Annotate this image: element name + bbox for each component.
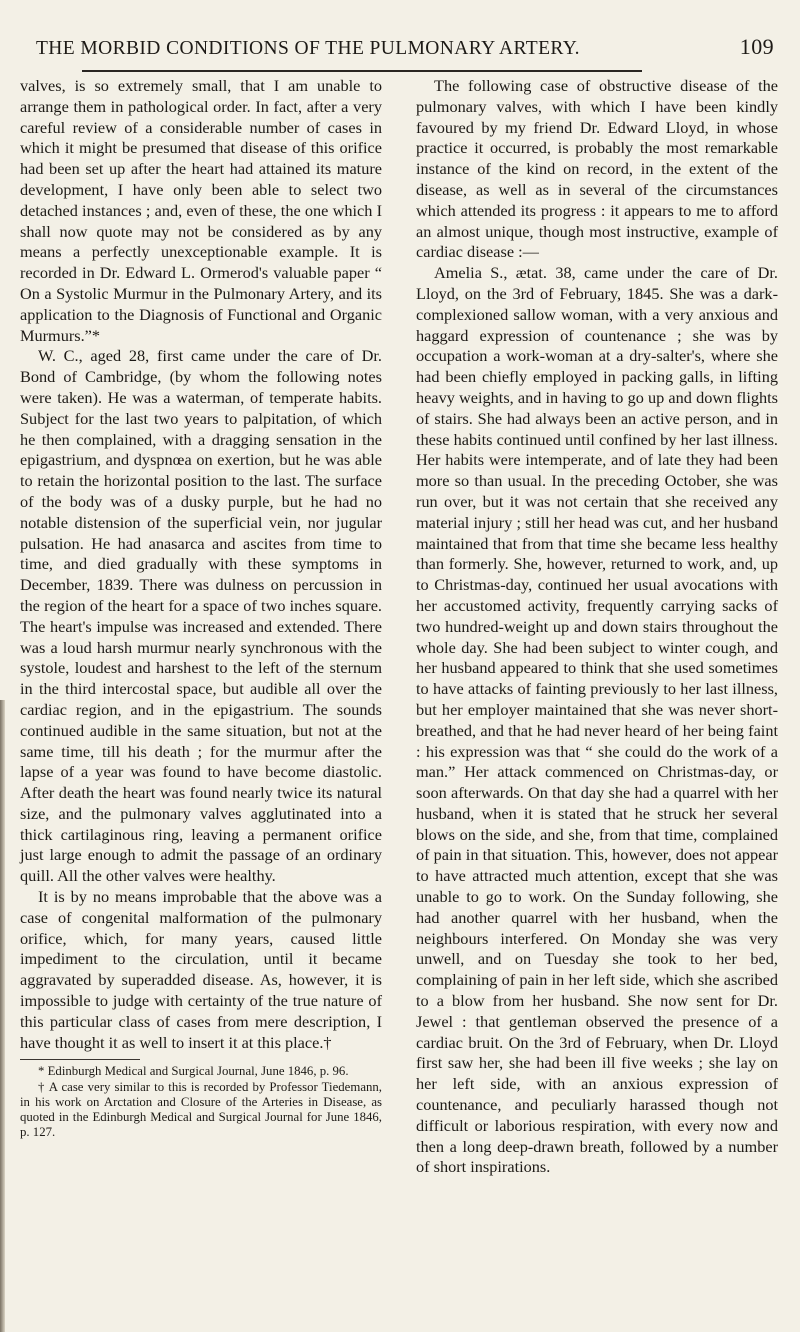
left-column — [20, 76, 382, 1140]
paragraph: Amelia S., ætat. 38, came under the care of Dr. Lloyd, on the 3rd of February, 1845. She was a dark-complexioned sallow woman, with a very anxious and haggard expression of countenance ; she was by occupation a work-woman at a dry-salter's, where she had been chiefly employed in packing galls, in lifting heavy weights, and in having to go up and down flights of stairs. She had always been an active person, and in these habits continued until confined by her last illness. Her habits were intemperate, and of late they had been more so than usual. In the preceding October, she was run over, but it was not certain that she received any material injury ; still her head was cut, and her husband maintained that from that time she became less healthy than formerly. She, however, returned to work, and, up to Christmas-day, continued her usual avocations with her accustomed activity, frequently carrying sacks of two hundred-weight up and down stairs throughout the whole day. She had been subject to winter cough, and her husband appeared to think that she used sometimes to have attacks of fainting previously to her last illness, but her employer maintained that she was never short-breathed, and that he had never heard of her being faint : his expression was that “ she could do the work of a man.” Her attack commenced on Christmas-day, or soon afterwards. On that day she had a quarrel with her husband, when it is stated that he struck her several blows on the side, and she, from that time, complained of pain in that situation. This, however, does not appear to have attracted much attention, except that she was unable to go to work. On the Sunday following, she had another quarrel with her husband, when the neighbours interfered. On Monday she was very unwell, and on Tuesday she took to her bed, complaining of pain in her left side, which she ascribed to a blow from her husband. She now sent for Dr. Jewel : that gentleman observed the presence of a cardiac bruit. On the 3rd of February, when Dr. Lloyd first saw her, she had been ill five weeks ; she lay on her left side, with an anxious expression of countenance, and peculiarly harassed though not difficult or laborious respiration, with every now and then a long deep-drawn breath, followed by a number of short inspirations. — [416, 263, 778, 1177]
page-number: 109 — [739, 34, 774, 59]
footnote: * Edinburgh Medical and Surgical Journal, June 1846, p. 96. — [38, 1064, 349, 1079]
page-spine-shadow — [0, 700, 5, 1332]
footnote: † A case very similar to this is recorded by Professor Tiedemann, in his work on Arctation and Closure of the Arteries in Disease, as quoted in the Edinburgh Medical and Surgical Journal for June 1846, p. 127. — [20, 1079, 382, 1140]
header-rule — [82, 70, 642, 72]
right-column — [416, 76, 778, 1178]
footnote-rule — [20, 1059, 140, 1060]
paragraph: It is by no means improbable that the above was a case of congenital malformation of the pulmonary orifice, which, for many years, caused little impediment to the circulation, until it became aggravated by superadded disease. As, however, it is impossible to judge with certainty of the true nature of this particular class of cases from mere description, I have thought it as well to insert it at this place.† — [20, 887, 382, 1052]
paragraph: The following case of obstructive disease of the pulmonary valves, with which I have been kindly favoured by my friend Dr. Edward Lloyd, in whose practice it occurred, is probably the most remarkable instance of the kind on record, in the extent of the disease, as well as in several of the circumstances which attended its progress : it appears to me to afford an almost unique, though most instructive, example of cardiac disease :— — [416, 76, 778, 262]
running-header — [36, 34, 776, 64]
paragraph: W. C., aged 28, first came under the care of Dr. Bond of Cambridge, (by whom the following notes were taken). He was a waterman, of temperate habits. Subject for the last two years to palpitation, of which he then complained, with a dragging sensation in the epigastrium, and dyspnœa on exertion, but he was able to retain the horizontal position to the last. The surface of the body was of a dusky purple, but he had no notable distension of the superficial vein, nor jugular pulsation. He had anasarca and ascites from time to time, and died gradually with these symptoms in December, 1839. There was dulness on percussion in the region of the heart for a space of two inches square. The heart's impulse was increased and extended. There was a loud harsh murmur nearly synchronous with the systole, loudest and harshest to the left of the sternum in the third intercostal space, but audible all over the cardiac region, and in the epigastrium. The sounds continued audible in the same situation, but not at the same time, till his death ; for the murmur after the lapse of a year was found to have become diastolic. After death the heart was found nearly twice its natural size, and the pulmonary valves agglutinated into a thick cartilaginous ring, leaving a permanent orifice just large enough to admit the passage of an ordinary quill. All the other valves were healthy. — [20, 346, 382, 886]
paragraph: valves, is so extremely small, that I am unable to arrange them in pathological order. In fact, after a very careful review of a considerable number of cases in which it might be presumed that disease of this orifice had been set up after the heart had attained its mature development, I have only been able to select two detached instances ; and, even of these, the one which I shall now quote may not be considered as by any means a perfectly unexceptionable example. It is recorded in Dr. Edward L. Ormerod's valuable paper “ On a Systolic Murmur in the Pulmonary Artery, and its application to the Diagnosis of Functional and Organic Murmurs.”* — [20, 76, 382, 345]
running-title: THE MORBID CONDITIONS OF THE PULMONARY ARTERY. — [36, 38, 580, 59]
